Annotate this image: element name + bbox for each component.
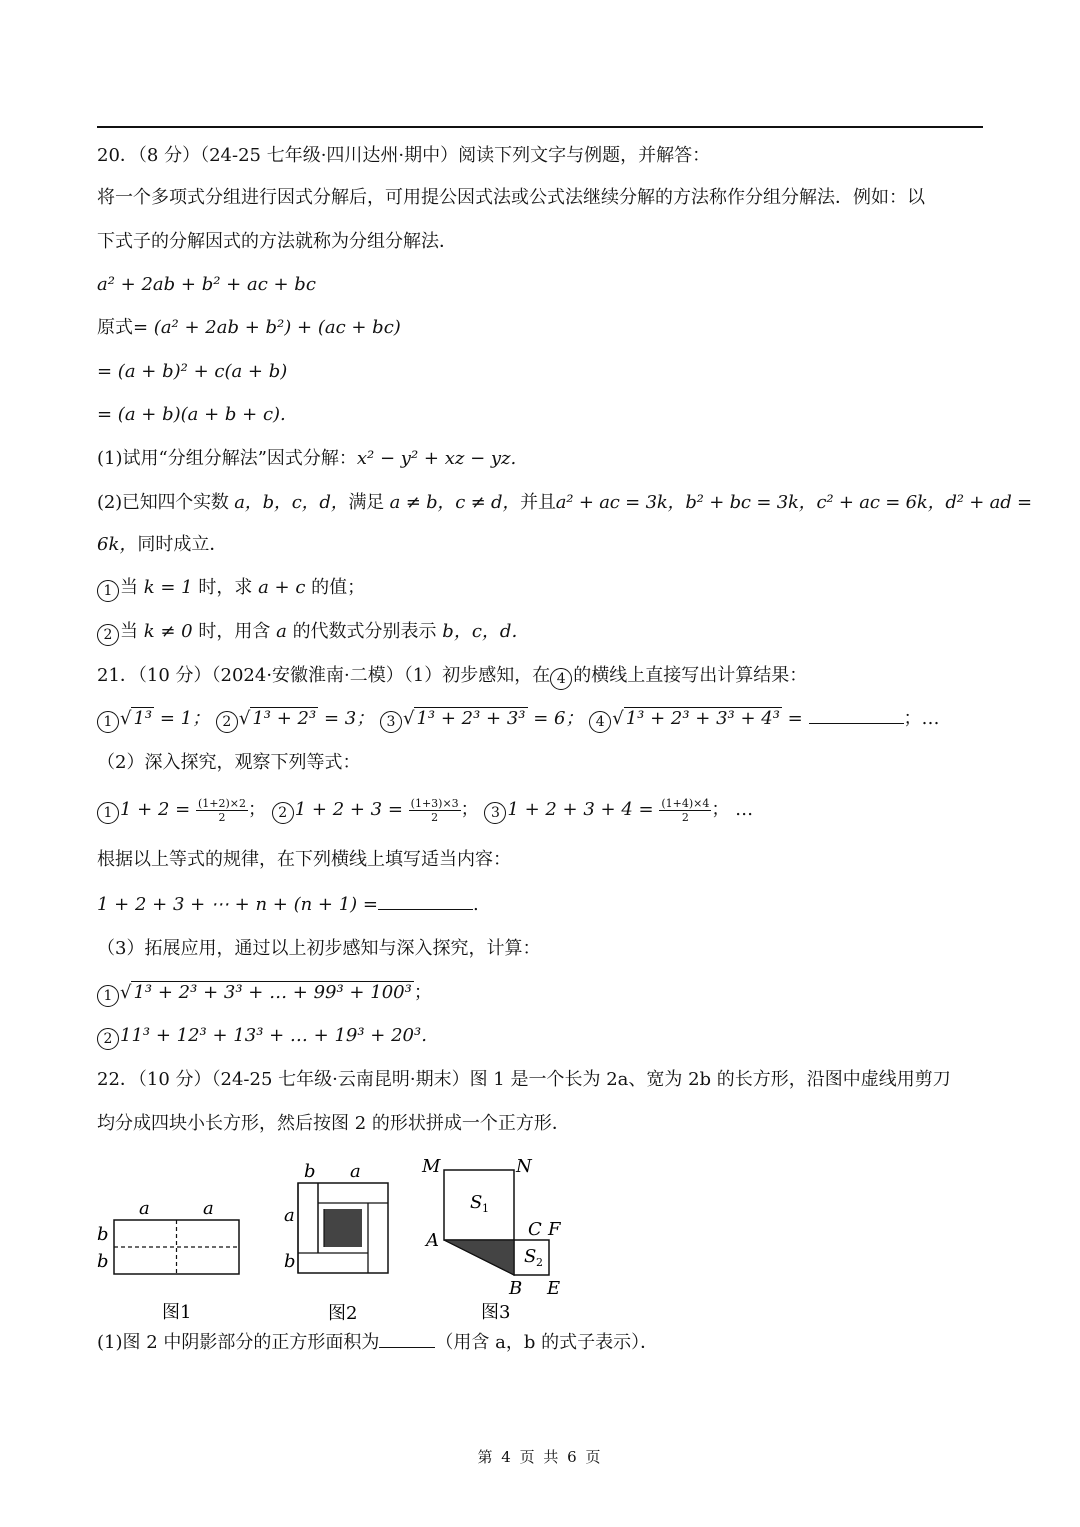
answer-blank[interactable] bbox=[378, 891, 473, 910]
fig3-label-S2-sub: 2 bbox=[536, 1256, 543, 1269]
q20-example-step2: = (a + b)² + c(a + b) bbox=[97, 361, 288, 382]
fig2-label-b: b bbox=[304, 1161, 316, 1182]
q21-header: 21．（10 分）（2024·安徽淮南·二模）（1）初步感知，在 4 的横线上直接写出计算结果： bbox=[97, 662, 987, 690]
q21-fraction-line: 1 1 + 2 = $\frac{(1+2)\times 2}{2}$ ； 2 1 + 2 + 3 = $\frac{(1+3)\times 3}{2}$ ； 3 1 + 2 + 3 + 4 = $\frac{(1+4)\times 4}{2}$ ； … bbox=[97, 796, 987, 824]
fig3-caption: 图3 bbox=[481, 1302, 511, 1323]
fig3-label-S1-sub: 1 bbox=[482, 1202, 489, 1215]
fraction: $\frac{(1+4)\times 4}{2}$ bbox=[661, 796, 710, 824]
fig3-label-N: N bbox=[516, 1156, 532, 1177]
fig3-label-S2: S bbox=[524, 1246, 537, 1267]
page-footer: 第 4 页 共 6 页 bbox=[477, 1448, 603, 1466]
q20-part2-line1: (2)已知四个实数 a，b，c，d，满足 a ≠ b，c ≠ d，并且a² + ac = 3k，b² + bc = 3k，c² + ac = 6k，d² + ad = bbox=[97, 492, 1032, 513]
fraction: $\frac{(1+3)\times 3}{2}$ bbox=[410, 796, 459, 824]
answer-blank[interactable] bbox=[379, 1329, 435, 1348]
fig2-caption: 图2 bbox=[328, 1303, 358, 1324]
fig3-label-E: E bbox=[547, 1278, 561, 1299]
fig1-caption: 图1 bbox=[162, 1302, 192, 1323]
fig1-label-a: a bbox=[203, 1198, 214, 1219]
circled-number-1: 1 bbox=[97, 580, 119, 602]
fig3-label-S1: S bbox=[470, 1192, 483, 1213]
fig2-label-b: b bbox=[284, 1251, 296, 1272]
fraction: $\frac{(1+2)\times 2}{2}$ bbox=[197, 796, 246, 824]
q20-example-expr: a² + 2ab + b² + ac + bc bbox=[97, 274, 316, 295]
q21-sum-formula: 1 + 2 + 3 + ⋯ + n + (n + 1) = . bbox=[97, 891, 987, 919]
answer-blank[interactable] bbox=[809, 705, 904, 724]
fig3-label-F: F bbox=[548, 1219, 561, 1240]
q22-line-2: 均分成四块小长方形，然后按图 2 的形状拼成一个正方形． bbox=[97, 1113, 570, 1134]
q20-header: 20．（8 分）（24-25 七年级·四川达州·期中）阅读下列文字与例题，并解答： bbox=[97, 145, 711, 166]
circled-number-2: 2 bbox=[97, 624, 119, 646]
q21-part3-header: （3）拓展应用，通过以上初步感知与深入探究，计算： bbox=[97, 938, 541, 959]
q21-sqrt-line: 1 √ 1³ = 1； 2 √ 1³ + 2³ = 3； 3 √ 1³ + 2³ + 3³ = 6； 4 √ 1³ + 2³ + 3³ + 4³ = ；… bbox=[97, 705, 987, 733]
q20-example-step1: 原式= (a² + 2ab + b²) + (ac + bc) bbox=[97, 317, 401, 338]
q20-part1: (1)试用“分组分解法”因式分解：x² − y² + xz − yz. bbox=[97, 448, 517, 469]
q22-line-1: 22．（10 分）（24-25 七年级·云南昆明·期末）图 1 是一个长为 2a、宽为 2b 的长方形，沿图中虚线用剪刀 bbox=[97, 1069, 951, 1090]
q22-part1: (1)图 2 中阴影部分的正方形面积为 （用含 a，b 的式子表示）． bbox=[97, 1329, 987, 1357]
fig3-label-B: B bbox=[509, 1278, 523, 1299]
circled-number-4: 4 bbox=[550, 668, 572, 690]
figure-3 bbox=[420, 1150, 580, 1329]
fig2-label-a: a bbox=[350, 1161, 361, 1182]
q21-part2-header: （2）深入探究，观察下列等式： bbox=[97, 752, 361, 773]
q21-calc-2: 2 11³ + 12³ + 13³ + … + 19³ + 20³. bbox=[97, 1022, 987, 1050]
fig3-label-A: A bbox=[426, 1230, 439, 1251]
fig3-label-M: M bbox=[422, 1156, 441, 1177]
fig2-label-a: a bbox=[284, 1205, 295, 1226]
fig1-label-b: b bbox=[97, 1224, 109, 1245]
q20-sub2: 2 当 k ≠ 0 时，用含 a 的代数式分别表示 b，c，d． bbox=[97, 618, 987, 646]
q21-rule-text: 根据以上等式的规律，在下列横线上填写适当内容： bbox=[97, 849, 511, 870]
fig1-label-b: b bbox=[97, 1251, 109, 1272]
q21-calc-1: 1 √ 1³ + 2³ + 3³ + … + 99³ + 100³ ； bbox=[97, 979, 987, 1007]
q20-sub1: 1 当 k = 1 时，求 a + c 的值； bbox=[97, 574, 987, 602]
figure-2 bbox=[280, 1160, 400, 1329]
fig1-label-a: a bbox=[139, 1198, 150, 1219]
q20-example-step3: = (a + b)(a + b + c). bbox=[97, 404, 286, 425]
fig3-label-C: C bbox=[528, 1219, 542, 1240]
top-rule bbox=[97, 126, 983, 128]
q20-intro-2: 下式子的分解因式的方法就称为分组分解法． bbox=[97, 231, 457, 252]
q20-intro-1: 将一个多项式分组进行因式分解后，可用提公因式法或公式法继续分解的方法称作分组分解法．例如：以 bbox=[97, 187, 925, 208]
q20-part2-line2: 6k，同时成立． bbox=[97, 534, 228, 555]
figure-1 bbox=[92, 1195, 252, 1329]
shaded-square bbox=[324, 1209, 362, 1247]
